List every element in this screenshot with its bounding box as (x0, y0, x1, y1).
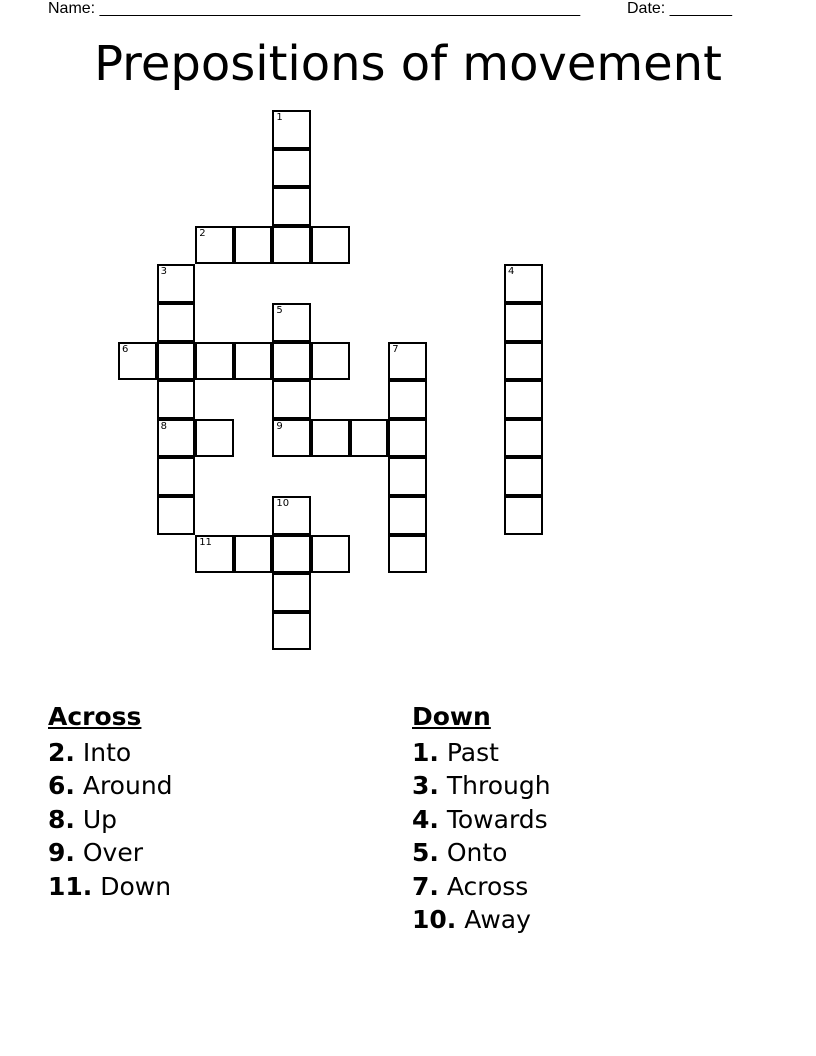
cell-number: 11 (199, 536, 212, 548)
clue-number: 5. (412, 838, 439, 868)
grid-cell[interactable] (118, 342, 157, 381)
down-clue-3 (412, 769, 551, 802)
grid-cell[interactable] (504, 264, 543, 303)
grid-cell[interactable] (388, 535, 427, 574)
grid-cell[interactable] (272, 110, 311, 149)
grid-cell[interactable] (272, 496, 311, 535)
across-clue-2 (48, 736, 173, 769)
down-clue-1 (412, 736, 551, 769)
clue-text: Across (438, 871, 529, 901)
grid-cell[interactable] (272, 380, 311, 419)
grid-cell[interactable] (504, 380, 543, 419)
grid-cell[interactable] (504, 419, 543, 458)
cell-number: 7 (392, 343, 399, 355)
clue-number: 8. (48, 804, 75, 834)
grid-cell[interactable] (195, 535, 234, 574)
cell-number: 6 (122, 343, 129, 355)
clue-text: Towards (438, 804, 548, 834)
grid-cell[interactable] (388, 496, 427, 535)
clue-text: Onto (438, 838, 508, 868)
down-clue-10 (412, 903, 551, 936)
cell-number: 4 (508, 266, 515, 278)
clue-number: 10. (412, 905, 457, 935)
across-heading: Across (48, 702, 142, 731)
grid-cell[interactable] (388, 342, 427, 381)
grid-cell[interactable] (272, 149, 311, 188)
across-clue-11 (48, 870, 173, 903)
grid-cell[interactable] (350, 419, 389, 458)
clue-text: Up (74, 804, 118, 834)
grid-cell[interactable] (504, 496, 543, 535)
cell-number: 1 (276, 112, 283, 123)
clue-number: 2. (48, 738, 75, 767)
grid-cell[interactable] (195, 226, 234, 265)
grid-cell[interactable] (504, 303, 543, 342)
grid-cell[interactable] (311, 342, 350, 381)
name-field-label: Name: ______________________________________________________ (48, 0, 581, 17)
grid-cell[interactable] (272, 226, 311, 265)
clue-number: 11. (48, 871, 93, 901)
grid-cell[interactable] (157, 303, 196, 342)
grid-cell[interactable] (157, 419, 196, 458)
grid-cell[interactable] (311, 226, 350, 265)
grid-cell[interactable] (157, 496, 196, 535)
clue-number: 3. (412, 771, 439, 801)
grid-cell[interactable] (272, 612, 311, 651)
across-clue-list (48, 736, 173, 903)
clue-text: Over (74, 838, 143, 868)
clue-number: 1. (412, 738, 439, 767)
grid-cell[interactable] (504, 457, 543, 496)
grid-cell[interactable] (157, 380, 196, 419)
cell-number: 8 (160, 420, 167, 432)
clue-text: Into (74, 738, 132, 767)
clue-text: Past (438, 738, 499, 767)
grid-cell[interactable] (234, 226, 273, 265)
grid-cell[interactable] (311, 535, 350, 574)
clue-text: Around (74, 771, 173, 801)
cell-number: 2 (199, 227, 206, 239)
across-clues (48, 702, 173, 903)
grid-cell[interactable] (157, 342, 196, 381)
down-clues (412, 702, 551, 936)
grid-cell[interactable] (195, 419, 234, 458)
grid-cell[interactable] (388, 419, 427, 458)
cell-number: 5 (276, 305, 283, 316)
cell-number: 3 (160, 266, 167, 278)
down-heading: Down (412, 702, 491, 731)
down-clue-5 (412, 836, 551, 869)
grid-cell[interactable] (272, 419, 311, 458)
clue-number: 7. (412, 871, 439, 901)
across-clue-9 (48, 836, 173, 869)
clue-number: 4. (412, 804, 439, 834)
grid-cell[interactable] (157, 264, 196, 303)
down-clue-list (412, 736, 551, 936)
clue-number: 6. (48, 771, 75, 801)
grid-cell[interactable] (157, 457, 196, 496)
grid-cell[interactable] (272, 535, 311, 574)
down-clue-7 (412, 870, 551, 903)
grid-cell[interactable] (272, 187, 311, 226)
grid-cell[interactable] (272, 573, 311, 612)
clue-text: Away (456, 905, 531, 935)
grid-cell[interactable] (195, 342, 234, 381)
page-title: Prepositions of movement (94, 36, 722, 92)
clue-text: Down (92, 871, 172, 901)
grid-cell[interactable] (272, 303, 311, 342)
grid-cell[interactable] (234, 535, 273, 574)
across-clue-8 (48, 803, 173, 836)
cell-number: 10 (276, 498, 290, 509)
clue-number: 9. (48, 838, 75, 868)
clue-text: Through (438, 771, 551, 801)
grid-cell[interactable] (388, 457, 427, 496)
grid-cell[interactable] (272, 342, 311, 381)
down-clue-4 (412, 803, 551, 836)
grid-cell[interactable] (504, 342, 543, 381)
grid-cell[interactable] (234, 342, 273, 381)
grid-cell[interactable] (388, 380, 427, 419)
date-field-label: Date: _______ (627, 0, 732, 17)
across-clue-6 (48, 769, 173, 802)
cell-number: 9 (276, 420, 283, 432)
grid-cell[interactable] (311, 419, 350, 458)
